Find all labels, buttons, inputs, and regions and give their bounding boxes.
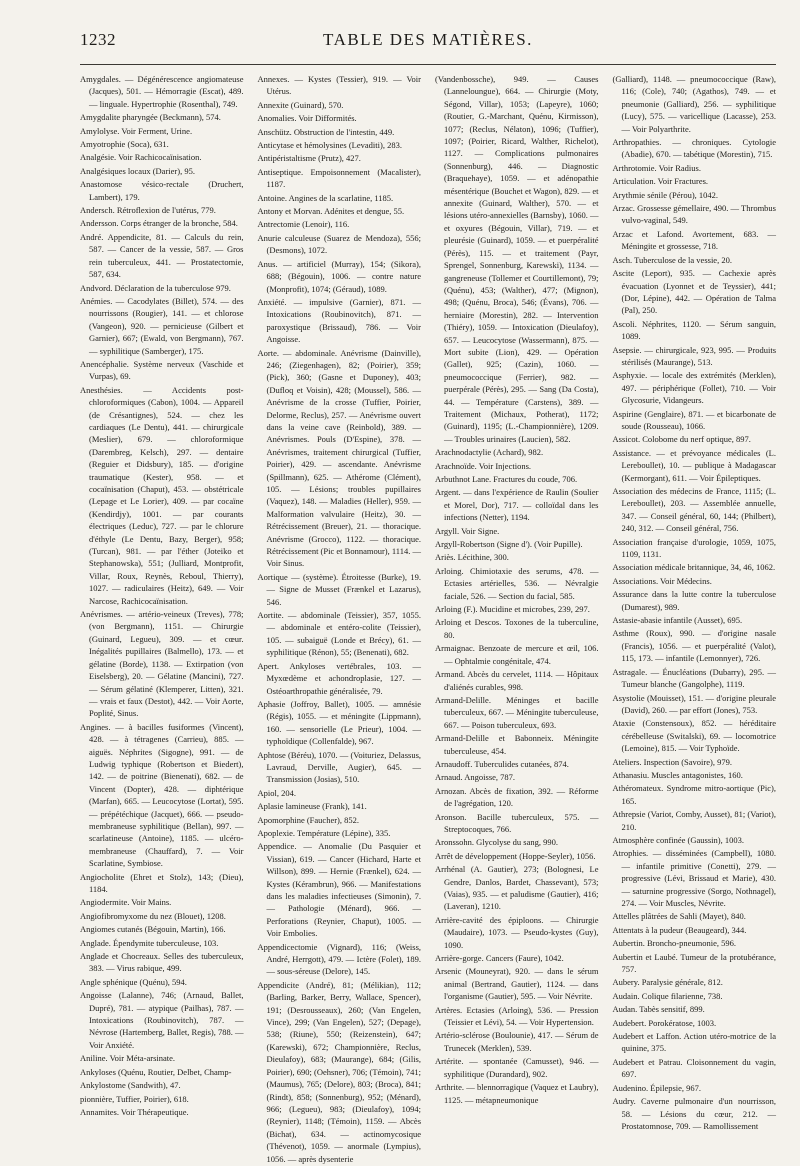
index-entry: Ataxie (Constensoux), 852. — héréditaire cérébelleuse (Switalski), 69. — locomotrice (Lemoine), 815. — Voir Typhoïde. [612,718,776,754]
index-column-1 [80,73,244,1166]
index-entry: Asch. Tuberculose de la vessie, 20. [612,254,732,265]
index-column-3 [435,73,599,1166]
index-entry: Angiofibromyxome du nez (Blouet), 1208. [80,910,226,921]
index-entry: Articulation. Voir Fractures. [612,176,709,187]
index-entry: Andersson. Corps étranger de la bronche, 584. [80,218,238,229]
index-entry: Attelles plâtrées de Sahli (Mayet), 840. [612,911,746,922]
index-entry: Asystolie (Mouisset), 151. — d'origine pleurale (David), 260. — par effort (Jones), 753. [612,692,776,715]
index-entry: Atrophies. — disséminées (Campbell), 1080. — infantile primitive (Conetti), 279. — progressive (Lévi, Brissaud et Marie), 430. — saturnine progressive (Sorgo, Nothnagel), 274. — Voir Muscles, Névrite. [612,848,776,908]
index-entry: Arrhénal (A. Gautier), 273; (Bolognesi, Le Gendre, Danlos, Bardet, Chassevant), 573; (Vaias), 935. — et paludisme (Gautier), 416; (Laveran), 1210. [435,864,599,912]
index-entry: Anévrismes. — artério-veineux (Treves), 778; (von Bergmann), 1151. — Chirurgie (Guinard, Legueu), 309. — et cœur. Inégalités pupillaires (Balmello), 173. — et gélatine (Borde), 1138. — Extirpation (von Eiselsberg), 20. — Gélatine (Mancini), 727. — Sérum gélatiné (Klemperer, Litten), 321. — vrais et faux (Destot), 442. — Voir Aorte, Poplité, Sinus. [80,609,244,719]
index-entry: Attentats à la pudeur (Beaugeard), 344. [612,924,747,935]
index-entry: Angle sphénique (Quénu), 594. [80,976,187,987]
index-entry: Arachnoïde. Voir Injections. [435,460,531,471]
index-entry: Astasie-abasie infantile (Ausset), 695. [612,615,743,626]
index-entry: Appendicite (André), 81; (Mélikian), 112; (Barling, Barker, Berry, Wallace, Spencer), 191; (Desrousseaux), 260; (Van Engelen, Vince), 299; (Van Engelen), 527; (Depage), 538; (Riune), 550; (Reizenstein), 647; (Karewski), 672; Championnière, Reclus, Dieulafoy), 683; (Maurange), 684; (Gilis, Poirier), 690; (Oehsner), 706; (Témoin), 741; (Maumus), 765; (Delore), 803; (Broca), 841; (Rindt), 858; (Sonnenburg), 952; (Ménard), 966; (Legueu), 983; (Dieulafoy), 1094; (Reynier), 1148; (Témoin), 1159. — Abcès (Bichat), 634. — actinomycosique (Thévenot), 1059. — anormale (Lympius), 1056. — après dysenterie [257,979,421,1164]
index-entry: Arzac. Grossesse gémellaire, 490. — Thrombus vulvo-vaginal, 549. [612,203,776,226]
index-entry: Aplasie lamineuse (Frank), 141. [257,801,367,812]
index-entry: Arthrite. — blennorragique (Vaquez et Laubry), 1125. — métapneumonique [435,1082,599,1105]
index-entry: Association médicale britannique, 34, 46, 1062. [612,562,776,573]
index-entry: Arnaudoff. Tuberculides cutanées, 874. [435,758,569,769]
index-entry: Apoplexie. Température (Lépine), 335. [257,827,391,838]
index-entry: Arnozan. Abcès de fixation, 392. — Réforme de l'agrégation, 120. [435,785,599,809]
index-entry: Antony et Morvan. Adénites et dengue, 55. [257,206,405,217]
index-entry: Andvord. Déclaration de la tuberculose 979. [80,282,231,293]
index-entry: Appendicectomie (Vignard), 116; (Weiss, André, Herrgott), 479. — Ictère (Folet), 189. — sous-séreuse (Delore), 145. [257,941,421,977]
index-entry: Aphasie (Joffroy, Ballet), 1005. — amnésie (Régis), 1055. — et méningite (Lippmann), 160. — sensorielle (Le Prieur), 1004. — typhoïdique (Collenfalde), 967. [257,698,421,747]
index-entry: Anxiété. — impulsive (Garnier), 871. — Intoxications (Roubinovitch), 871. — paroxystique (Brissaud), 786. — Voir Angoisse. [257,296,421,345]
index-entry: Arloing (F.). Mucidine et microbes, 239, 297. [435,604,590,615]
index-entry: Arthrotomie. Voir Radius. [612,162,701,173]
index-entry: Angiodermite. Voir Mains. [80,897,172,908]
index-entry: Appendice. — Anomalie (Du Pasquier et Vissian), 619. — Cancer (Hichard, Harte et Willson), 899. — Hernie (Frænkel), 624. — Kystes (Kérambrun), 966. — Manifestations dans les maladies infectieuses (Simonin), 7. — Pathologie (Ménard), 966. — Perforations (Reynier, Chaput), 1005. — Voir Embolies. [257,841,421,939]
index-entry: Associations. Voir Médecins. [612,575,712,586]
index-entry: Analgésie. Voir Rachicocaïnisation. [80,152,202,163]
index-entry: Athanasiu. Muscles antagonistes, 160. [612,769,743,780]
index-entry: Ariès. Lécithine, 300. [435,552,509,563]
index-entry: Arrière-gorge. Cancers (Faure), 1042. [435,953,564,964]
index-entry: Armaignac. Benzoate de mercure et œil, 106. — Ophtalmie congénitale, 474. [435,643,599,666]
running-title: TABLE DES MATIÈRES. [323,30,533,49]
index-entry: Argyll. Voir Signe. [435,525,500,536]
index-entry: Aphtose (Béréu), 1070. — (Voituriez, Delassus, Lavraud, Derville, Augier), 645. — Transmission (Josias), 510. [257,749,421,785]
index-entry: Audain. Colique filarienne, 738. [612,990,723,1001]
index-entry: Angoisse (Lalanne), 746; (Arnaud, Ballet, Dupré), 781. — atypique (Pailhas), 787. — Intoxications (Roubinovitch), 787. — Névrose (Hartemberg, Ballet, Regis), 788. — Voir Anxiété. [80,990,244,1050]
index-entry: Ateliers. Inspection (Savoire), 979. [612,756,732,767]
index-entry: pionnière, Tuffier, Poirier), 618. [80,1093,189,1104]
page-number: 1232 [80,30,116,49]
index-entry: Ascoli. Néphrites, 1120. — Sérum sanguin, 1089. [612,318,776,342]
index-entry: Artérite. — spontanée (Camusset), 946. — syphilitique (Durandard), 902. [435,1056,599,1079]
index-entry: Armand-Delille et Babonneix. Méningite tuberculeuse, 454. [435,733,599,756]
index-entry: Argyll-Robertson (Signe d'). (Voir Pupille). [435,539,583,550]
index-entry: Audebert et Laffon. Action utéro-motrice de la quinine, 375. [612,1031,776,1054]
index-entry: Audebert et Patrau. Cloisonnement du vagin, 697. [612,1056,776,1080]
index-entry: Association des médecins de France, 1115; (L. Lereboullet), 203. — Assemblée annuelle, 347. — Conseil général, 60, 144; (Philbert), 240, 312. — Conseil général, 756. [612,486,776,534]
index-entry: Ankylostome (Sandwith), 47. [80,1080,181,1091]
index-entry: Artério-sclérose (Boulounie), 417. — Sérum de Trunecek (Merklen), 539. [435,1030,599,1053]
index-entry: Athéromateux. Syndrome mitro-aortique (Pic), 165. [612,783,776,806]
index-entry: Anurie calculeuse (Suarez de Mendoza), 556; (Desmons), 1072. [257,232,421,256]
index-entry: Anus. — artificiel (Murray), 154; (Sikora), 688; (Bégouin), 1006. — contre nature (Monprofit), 1074; (Géraud), 1089. [257,258,421,294]
index-entry: Ascite (Leport), 935. — Cachexie après évacuation (Lyonnet et de Teyssier), 441; (Dor, Lépine), 442. — Opération de Talma (Pal), 250. [612,268,776,316]
index-entry: Aortique — (système). Étroitesse (Burke), 19. — Signe de Musset (Frænkel et Lazarus), 546. [257,571,421,607]
index-entry: Arnaud. Angoisse, 787. [435,772,516,783]
index-entry: Annamites. Voir Thérapeutique. [80,1106,189,1117]
index-entry: Arythmie sénile (Pérou), 1042. [612,189,719,200]
index-entry: Apiol, 204. [257,787,296,798]
index-entry: Aniline. Voir Méta-arsinate. [80,1053,176,1064]
index-entry: Angiocholite (Ehret et Stolz), 143; (Dieu), 1184. [80,871,244,894]
index-entry: Analgésiques locaux (Darier), 95. [80,165,195,176]
index-entry: Amygdales. — Dégénérescence angiomateuse (Jacques), 501. — Hémorragie (Escat), 489. — linguale. Hypertrophie (Rosenthal), 749. [80,74,244,109]
index-entry: Athrepsie (Variot, Comby, Ausset), 81; (Variot), 210. [612,809,776,832]
index-entry: Asepsie. — chirurgicale, 923, 995. — Produits stérilisés (Maurange), 513. [612,344,776,367]
index-entry: Artères. Ectasies (Arloing), 536. — Pression (Teissier et Lévi), 54. — Voir Hypertension. [435,1004,599,1028]
index-entry: Amyotrophie (Soca), 631. [80,139,169,150]
index-entry: Anastomose vésico-rectale (Druchert, Lambert), 179. [80,179,244,202]
index-entry: Assicot. Colobome du nerf optique, 897. [612,434,751,445]
index-entry: Arbuthnot Lane. Fractures du coude, 706. [435,474,578,484]
index-entry: Aronson. Bacille tuberculeux, 575. — Streptocoques, 766. [435,811,599,834]
index-entry: Anschütz. Obstruction de l'intestin, 449. [257,126,395,137]
index-entry: Arloing et Descos. Toxones de la tuberculine, 80. [435,617,599,640]
page-header [80,30,776,54]
index-entry: Atmosphère confinée (Gaussin), 1003. [612,834,744,845]
index-entry: Arrêt de développement (Hoppe-Seyler), 1056. [435,850,596,861]
index-entry: Arzac et Lafond. Avortement, 683. — Méningite et grossesse, 718. [612,228,776,252]
index-entry: Apert. Ankyloses vertébrales, 103. — Myxœdème et achondroplasie, 127. — Ostéoarthropathie généralisée, 79. [257,660,421,696]
index-columns [80,73,776,1164]
index-entry: Anglade. Épendymite tuberculeuse, 103. [80,937,219,948]
index-entry: Antoine. Angines de la scarlatine, 1185. [257,192,394,203]
header-rule [80,64,776,65]
index-entry: Asphyxie. — locale des extrémités (Merklen), 497. — périphérique (Follet), 710. — Voir Glycosurie, Vidangeurs. [612,370,776,406]
index-entry: Aorte. — abdominale. Anévrisme (Dainville), 246; (Ziegenhagen), 82; (Poirier), 359; (Pick), 360; (Gasne et Duponey), 403; (Dufloq et Voisin), 428; (Moussel), 586. — Anévrisme de la crosse (Tuffier, Poirier, Delorme, Reclus), 257. — Anévrisme ouvert dans la veine cave (Reinbold), 389. — Anévrismes. Pouls (D'Espine), 378. — Anévrismes, traitement chirurgical (Tuffier, Poirier), 429. — ascendante. Anévrisme (Spillmann), 625. — Athérome (Clément), 105. — Lésions; troubles pupillaires (Vaquez), 148. — Maladies (Heller), 959. — Malformation valvulaire (Heitz), 30. — Rétrécissement (Breuer), 21. — thoracique. Anévrisme (Grocco), 1122. — thoracique. Rétrécissement (Pic et Bonnamour), 1114. — Voir Sinus. [257,347,421,569]
index-entry: Antiseptique. Empoisonnement (Macalister), 1187. [257,166,421,190]
index-entry: (Vandenbossche), 949. — Causes (Lanneloungue), 664. — Chirurgie (Moty, Ségond, Villar), 1053; (Lapeyre), 1060; (Routier, G.-Marchant, Quénu, Kirmisson), 1077; (Reclus, Nélaton), 1096; (Tuffier), 1097; (Poirier, Ricard, Walther, Richelot), 1127. — Complications pulmonaires (Sonnenburg), 446. — Diagnostic (Braquehaye), 1059. — et adénopathie mésentérique (Bouchet et Wagon), 829. — et annexite (Guinard, Walther), 570. — et lésions utéro-annexielles (Barnsby), 1060. — et oxyures (Bégouin, Villar), 719. — et pleurésie (Guinard), 1059. — et puerpéralité (Pérès), 115. — et traitement (Payr, Sprengel, Sonnenburg, Karewski), 1134. — gangreneuse (Tollemer et Courtillemont), 79; (Quénu), 453; (Walther), 477; (Mignon), 498; (Quénu, Broca), 546; (Évans), 706. — herniaire (Morestin), 282. — Intervention (Thiéry), 1059. — Intoxication (Dieulafoy), 657. — Leucocytose (Wassermann), 875. — Mort subite (Lion), 429. — Opération (Gallet), 925; (Cazin), 1060. — pneumococcique (Ferrier), 982. — puerpérale (Pérès), 295. — Sang (Da Costa), 44. — Température (Carstens), 389. — Traitement (Michaux, Potherat), 1172; (Guinard), 1195; (L.-Championnière), 1209. — Troubles urinaires (Laucien), 582. [435,74,599,444]
index-entry: Anomalies. Voir Difformités. [257,113,357,124]
index-entry: Arrière-cavité des épiploons. — Chirurgie (Maudaire), 1073. — Pseudo-kystes (Guy), 1090. [435,914,599,950]
index-entry: Asthme (Roux), 990. — d'origine nasale (Francis), 1056. — et puerpéralité (Valot), 115, 173. — infantile (Lemonnyer), 726. [612,628,776,664]
index-entry: Aronssohn. Glycolyse du sang, 990. [435,837,559,848]
index-entry: Andersch. Rétroflexion de l'utérus, 779. [80,205,216,216]
index-entry: Assistance. — et prévoyance médicales (L. Lereboullet), 10. — publique à Madagascar (Kermorgant), 611. — Voir Épileptiques. [612,447,776,483]
index-entry: Anémies. — Cacodylates (Billet), 574. — des nourrissons (Rougier), 141. — et chlorose (Vangeon), 920. — pernicieuse (Gilbert et Garnier), 667; (Ewald, von Bergmann), 767. — syphilitique (Samberger), 175. [80,295,244,356]
index-entry: Argent. — dans l'expérience de Raulin (Soulier et Morel, Dor), 717. — colloïdal dans les infections (Netter), 1194. [435,487,599,523]
index-entry: Aubertin et Laubé. Tumeur de la protubérance, 757. [612,951,776,975]
index-entry: Astragale. — Énucléations (Dubarry), 295. — Tumeur blanche (Gangolphe), 1119. [612,666,776,690]
index-entry: Annexes. — Kystes (Tessier), 919. — Voir Utérus. [257,74,421,97]
index-entry: Angines. — à bacilles fusiformes (Vincent), 428. — à tétragenes (Carrieu), 885. — aiguës. Néphrites (Sigogne), 991. — de Ludwig typhique (Robertson et Biedert), 142. — de poitrine (Bienenati), 682. — de Vincent (Dopter), 428. — diphtérique (Marfan), 665. — Leucocytose (Lortat), 595. — prépétéchique (Jacquet), 666. — pseudo-membraneuse syphilitique (Bellan), 997. — scarlatineuse (Antoine), 1185. — ulcéro-membraneuse (Chauffard), 7. — Voir Scarlatine, Symbiose. [80,721,244,869]
index-entry: Assurance dans la lutte contre la tuberculose (Dumarest), 989. [612,589,776,612]
index-entry: Antrectomie (Lenoir), 116. [257,219,350,230]
index-entry: Aortite. — abdominale (Teissier), 357, 1055. — abdominale et entéro-colite (Teissier), 105. — subaiguë (Londe et Brécy), 61. — syphilitique (Rénon), 55; (Benenati), 682. [257,610,421,658]
index-entry: Audenino. Épilepsie, 967. [612,1082,702,1093]
index-entry: Audan. Tabès sensitif, 899. [612,1004,705,1015]
index-entry: Arachnodactylie (Achard), 982. [435,447,544,458]
index-entry: André. Appendicite, 81. — Calculs du rein, 587. — Cancer de la vessie, 587. — Gros rein tuberculeux, 441. — Prostatectomie, 587, 634. [80,231,244,280]
index-entry: Apomorphine (Faucher), 852. [257,814,360,825]
index-entry: Angiomes cutanés (Bégouin, Martin), 166. [80,924,226,935]
index-entry: Amygdalite pharyngée (Beckmann), 574. [80,112,221,123]
index-entry: Amylolyse. Voir Ferment, Urine. [80,125,193,136]
index-entry: Ankyloses (Quénu, Routier, Delbet, Champ- [80,1066,232,1077]
index-entry: Arloing. Chimiotaxie des serums, 478. — Ectasies artérielles, 536. — Névralgie faciale, 526. — Section du facial, 585. [435,565,599,601]
index-entry: Arsenic (Mouneyrat), 920. — dans le sérum animal (Bertrand, Gautier), 1124. — dans l'organisme (Gautier), 595. — Voir Névrite. [435,966,599,1002]
index-entry: Arthropathies. — chroniques. Cytologie (Abadie), 670. — tabétique (Morestin), 715. [612,137,776,160]
index-entry: Anticytase et hémolysines (Levaditi), 283. [257,140,402,151]
index-entry: Antipéristaltisme (Prutz), 427. [257,153,361,164]
index-entry: Annexite (Guinard), 570. [257,99,344,110]
index-entry: Aubery. Paralysie générale, 812. [612,977,723,988]
index-column-4 [613,73,777,1166]
index-entry: Audebert. Porokératose, 1003. [612,1017,717,1028]
index-entry: Aubertin. Broncho-pneumonie, 596. [612,938,736,949]
index-entry: Armand. Abcès du cervelet, 1114. — Hôpitaux d'aliénés curables, 998. [435,669,599,692]
index-entry: Audry. Caverne pulmonaire d'un nourrisson, 58. — Lésions du cœur, 212. — Prostatomnose, 709. — Ramollissement [612,1096,776,1131]
index-entry: (Galliard), 1148. — pneumococcique (Raw), 116; (Cole), 740; (Agathos), 749. — et pneumonie (Galliard), 256. — syphilitique (Lucy), 575. — varicellique (Lacasse), 253. — Voir Polyarthrite. [612,74,776,134]
index-entry: Anencéphalie. Système nerveux (Vaschide et Vurpas), 69. [80,358,244,382]
index-entry: Anglade et Chocreaux. Selles des tuberculeux, 383. — Virus rabique, 499. [80,951,244,974]
index-entry: Anesthésies. — Accidents post-chloroformiques (Cabon), 1004. — Appareil (de Crésantignes), 524. — chez les cardiaques (Le Dentu), 441. — chirurgicale (Meslier), 679. — chloroformique (Darembreg, Kelsch), 297. — dentaire (Reguier et Didsbury), 185. — d'origine traumatique (Kester), 958. — et cocaïnisation (Chaput), 453. — obstétricale (Lepage et Le Lorier), 409. — par cocaïne (Kendirdjy), 1001. — par courants électriques (Leduc), 727. — par le chlorure d'éthyle (Le Dentu, Bazy, Berger), 958; (Turcan), 981. — par l'éther (Joteiko et Stephanowska), 551; (Julliard, Montprofit, Villar, Roux, Reynès, Reboul, Thierry), 1027. — radiculaires (Heitz), 649. — Voir Narcose, Rachicocaïnisation. [80,384,244,606]
index-entry: Aspirine (Genglaire), 871. — et bicarbonate de soude (Rousseau), 1066. [612,408,776,431]
index-column-2 [258,73,422,1166]
index-entry: Association française d'urologie, 1059, 1075, 1109, 1131. [612,536,776,560]
index-entry: Armand-Delille. Méninges et bacille tuberculeux, 667. — Méningite tuberculeuse, 667. — Poison tuberculeux, 693. [435,694,599,730]
